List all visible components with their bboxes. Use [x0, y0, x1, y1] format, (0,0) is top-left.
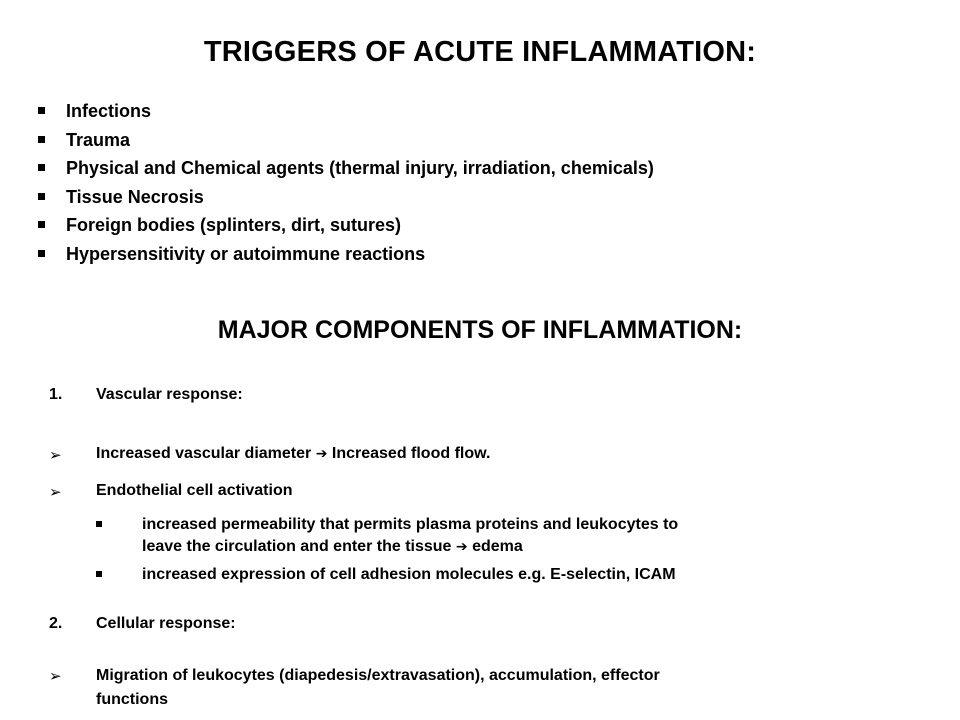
vascular-heading-label: Vascular response:	[96, 386, 243, 403]
permeability-line1: increased permeability that permits plasma proteins and leukocytes to	[142, 516, 679, 533]
migration-line2: functions	[96, 691, 168, 708]
edema-text: edema	[472, 538, 523, 555]
square-bullet-icon	[38, 221, 45, 228]
square-bullet-icon	[38, 164, 45, 171]
list-item-label: Tissue Necrosis	[66, 186, 204, 207]
list-item-label: Trauma	[66, 129, 131, 150]
components-title: MAJOR COMPONENTS OF INFLAMMATION:	[217, 316, 743, 344]
arrowhead-bullet-icon: ➢	[49, 667, 62, 685]
square-bullet-icon	[96, 521, 102, 527]
permeability-line2: leave the circulation and enter the tissue	[142, 538, 452, 555]
vascular-flow-text: Increased flood flow.	[331, 445, 491, 462]
vascular-number: 1.	[49, 386, 63, 403]
list-item-label: Physical and Chemical agents (thermal injury, irradiation, chemicals)	[66, 158, 654, 178]
list-item	[36, 126, 654, 155]
list-item	[36, 240, 654, 269]
cellular-number: 2.	[49, 615, 63, 632]
list-item-label: Hypersensitivity or autoimmune reactions	[66, 243, 426, 264]
square-bullet-icon	[38, 107, 45, 114]
square-bullet-icon	[38, 193, 45, 200]
list-item	[36, 97, 654, 126]
cellular-heading-label: Cellular response:	[96, 615, 236, 632]
migration-line1: Migration of leukocytes (diapedesis/extravasation), accumulation, effector	[96, 667, 660, 684]
list-item	[36, 154, 654, 183]
square-bullet-icon	[38, 250, 45, 257]
vascular-diameter-text: Increased vascular diameter	[96, 445, 312, 462]
list-item	[36, 183, 654, 212]
right-arrow-icon: ➔	[455, 539, 468, 555]
list-item-label: Foreign bodies (splinters, dirt, sutures)	[66, 215, 402, 235]
list-item	[36, 211, 654, 240]
adhesion-text: increased expression of cell adhesion molecules e.g. E-selectin, ICAM	[142, 566, 676, 583]
list-item-label: Infections	[66, 101, 152, 121]
endothelial-text: Endothelial cell activation	[96, 482, 293, 499]
arrowhead-bullet-icon: ➢	[49, 446, 62, 464]
arrowhead-bullet-icon: ➢	[49, 483, 62, 501]
triggers-list	[36, 97, 654, 268]
square-bullet-icon	[96, 571, 102, 577]
right-arrow-icon: ➔	[315, 446, 328, 462]
square-bullet-icon	[38, 136, 45, 143]
triggers-title: TRIGGERS OF ACUTE INFLAMMATION:	[203, 36, 757, 68]
